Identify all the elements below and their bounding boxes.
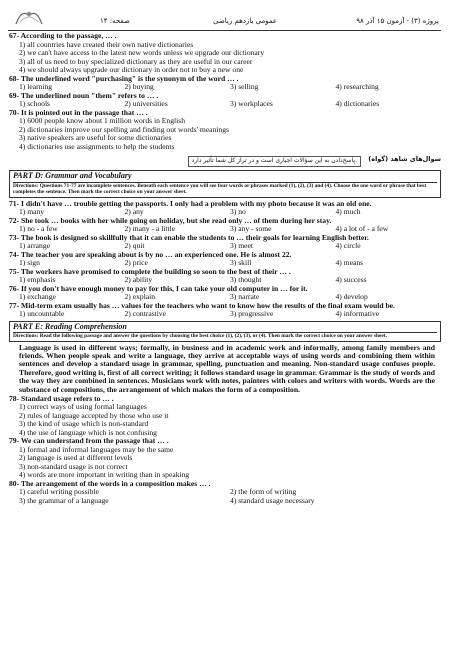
option: 4) circle bbox=[335, 241, 361, 250]
option: 2) quit bbox=[124, 241, 145, 250]
logo-icon bbox=[12, 4, 46, 28]
reading-passage: Language is used in different ways; formally, in business and in academic work and informally, among family members and friends. When people speak and write a language, they arrive at acceptable ways of using words and combining them within sentences and develop a standard usage in grammar, spelling, punctuation and meaning. Non-standard usage confuses people. Therefore, good writing is, first of all correct writing; it follows standard usage in grammar. Grammar is the study of words and the way they are combined in sentences. Musicians work with notes, painters with colors and writers with words. Words are the substance of compositions, the arrangement of which makes the form of a composition. bbox=[19, 342, 435, 394]
option: 2) dictionaries improve our spelling and finding out words' meanings bbox=[19, 124, 229, 134]
question-stem: 69- The underlined noun "them" refers to … . bbox=[9, 90, 159, 100]
question-72 bbox=[9, 217, 441, 234]
project-title: پروژه (۳) - آزمون ۱۵ آذر ۹۸ bbox=[356, 17, 439, 25]
option: 4) means bbox=[335, 258, 364, 267]
option: 3) the kind of usage which is non-standard bbox=[19, 419, 149, 429]
content bbox=[9, 32, 441, 505]
option: 3) all of us need to buy specialized dictionary as they are useful in our career bbox=[19, 56, 253, 66]
option: 4) dictionaries bbox=[335, 99, 380, 108]
page-header bbox=[8, 4, 441, 31]
question-stem: 77- Mid-term exam usually has … values for the teachers who want to know how the results of the final exam would be. bbox=[9, 300, 395, 310]
option: 2) the form of writing bbox=[230, 487, 297, 497]
control-questions-note bbox=[9, 155, 441, 167]
option: 4) researching bbox=[335, 82, 379, 91]
option: 3) no bbox=[230, 207, 246, 216]
question-stem: 73- The book is designed so skillfully that it can enable the students to … their goals for learning English better. bbox=[9, 232, 369, 242]
option: 3) meet bbox=[230, 241, 253, 250]
option: 2) contrastive bbox=[124, 309, 167, 318]
question-71 bbox=[9, 200, 441, 217]
option: 4) dictionaries use assignments to help the students bbox=[19, 141, 175, 151]
question-77 bbox=[9, 302, 441, 319]
option: 4) much bbox=[335, 207, 361, 216]
option: 3) narrate bbox=[230, 292, 260, 301]
option: 3) the grammar of a language bbox=[19, 495, 109, 505]
question-80 bbox=[9, 480, 441, 506]
question-stem: 80- The arrangement of the words in a composition makes … . bbox=[9, 478, 211, 488]
question-78 bbox=[9, 395, 441, 438]
option: 2) any bbox=[124, 207, 144, 216]
note-badge: سوال‌های شاهد (گواه) bbox=[368, 155, 441, 163]
option: 3) selling bbox=[230, 82, 259, 91]
note-text: پاسخ‌دادن به این سؤالات اجباری است و در تراز کل شما تأثیر دارد. bbox=[188, 156, 361, 167]
option: 4) the use of language which is not confusing bbox=[19, 427, 157, 437]
option: 1) sign bbox=[19, 258, 40, 267]
question-79 bbox=[9, 437, 441, 480]
option: 1) careful writing possible bbox=[19, 487, 99, 497]
question-74 bbox=[9, 251, 441, 268]
option: 3) progressive bbox=[230, 309, 274, 318]
option: 1) formal and informal languages may be the same bbox=[19, 444, 174, 454]
option: 2) ability bbox=[124, 275, 153, 284]
option: 1) exchange bbox=[19, 292, 56, 301]
option: 4) success bbox=[335, 275, 367, 284]
option: 2) we can't have access to the latest new words unless we upgrade our dictionary bbox=[19, 48, 265, 57]
question-stem: 71- I didn't have … trouble getting the passports. I only had a problem with my photo because it was an old one. bbox=[9, 198, 372, 208]
question-73 bbox=[9, 234, 441, 251]
option: 1) uncountable bbox=[19, 309, 65, 318]
option: 4) develop bbox=[335, 292, 368, 301]
option: 3) workplaces bbox=[230, 99, 273, 108]
question-75 bbox=[9, 268, 441, 285]
question-stem: 79- We can understand from the passage that … . bbox=[9, 436, 169, 446]
page-number: صفحه: ۱۴ bbox=[100, 17, 130, 25]
option: 2) buying bbox=[124, 82, 154, 91]
question-stem: 68- The underlined word "purchasing" is the synonym of the word … . bbox=[9, 73, 239, 83]
option: 1) many bbox=[19, 207, 45, 216]
option: 2) explain bbox=[124, 292, 156, 301]
question-70 bbox=[9, 109, 441, 152]
option: 1) schools bbox=[19, 99, 51, 108]
question-stem: 75- The workers have promised to complete the building so soon to the best of their … . bbox=[9, 266, 291, 276]
option: 3) native speakers are useful for some dictionaries bbox=[19, 133, 172, 142]
option: 1) no - a few bbox=[19, 224, 58, 233]
option: 2) language is used at different levels bbox=[19, 453, 133, 463]
question-stem: 78- Standard usage refers to … . bbox=[9, 393, 114, 403]
option: 1) 6000 people know about 1 million words in English bbox=[19, 116, 185, 125]
option: 3) skill bbox=[230, 258, 252, 267]
option: 4) words are more important in writing than in speaking bbox=[19, 470, 190, 480]
option: 1) emphasis bbox=[19, 275, 56, 284]
question-stem: 76- If you don't have enough money to pay for this, I can take your old computer in … for it. bbox=[9, 283, 308, 293]
option: 1) arrange bbox=[19, 241, 50, 250]
option: 4) a lot of - a few bbox=[335, 224, 389, 233]
part-title: PART D: Grammar and Vocabulary bbox=[13, 172, 437, 183]
option: 2) rules of language accepted by those who use it bbox=[19, 410, 169, 420]
option: 4) informative bbox=[335, 309, 380, 318]
option: 3) non-standard usage is not correct bbox=[19, 461, 128, 471]
option: 1) correct ways of using formal languages bbox=[19, 402, 147, 412]
option: 3) any - some bbox=[230, 224, 272, 233]
option: 1) learning bbox=[19, 82, 53, 91]
part-d-box bbox=[9, 170, 441, 198]
option: 2) universities bbox=[124, 99, 168, 108]
subject-label: عمومی یازدهم ریاضی bbox=[213, 17, 278, 25]
option: 3) thought bbox=[230, 275, 262, 284]
question-stem: 67- According to the passage, … . bbox=[9, 31, 117, 40]
question-76 bbox=[9, 285, 441, 302]
part-e-box bbox=[9, 321, 441, 342]
question-stem: 74- The teacher you are speaking about is by no … an experienced one. He is almost 22. bbox=[9, 249, 292, 259]
option: 1) all countries have created their own native dictionaries bbox=[19, 39, 194, 49]
question-stem: 70- It is pointed out in the passage that … . bbox=[9, 107, 148, 117]
option: 2) price bbox=[124, 258, 148, 267]
question-68 bbox=[9, 75, 441, 92]
question-stem: 72- She took … books with her while going on holiday, but she read only … of them during her stay. bbox=[9, 215, 332, 225]
question-67 bbox=[9, 32, 441, 75]
part-title: PART E: Reading Comprehension bbox=[13, 323, 437, 334]
option: 4) standard usage necessary bbox=[230, 495, 315, 505]
option: 4) we should always upgrade our dictionary in order not to buy a new one bbox=[19, 65, 244, 74]
part-directions: Directions: Questions 71-77 are incomplete sentences. Beneath each sentence you will see four words or phrases marked (1), (2), (3) and (4). Choose the one word or phrase that best completes the sentence. Then mark the correct choice on your answer sheet. bbox=[13, 182, 427, 195]
question-69 bbox=[9, 92, 441, 109]
part-directions: Directions: Read the following passage and answer the questions by choosing the best choice (1), (2), (3), or (4). Then mark the correct choice on your answer sheet. bbox=[13, 333, 387, 339]
option: 2) many - a little bbox=[124, 224, 176, 233]
